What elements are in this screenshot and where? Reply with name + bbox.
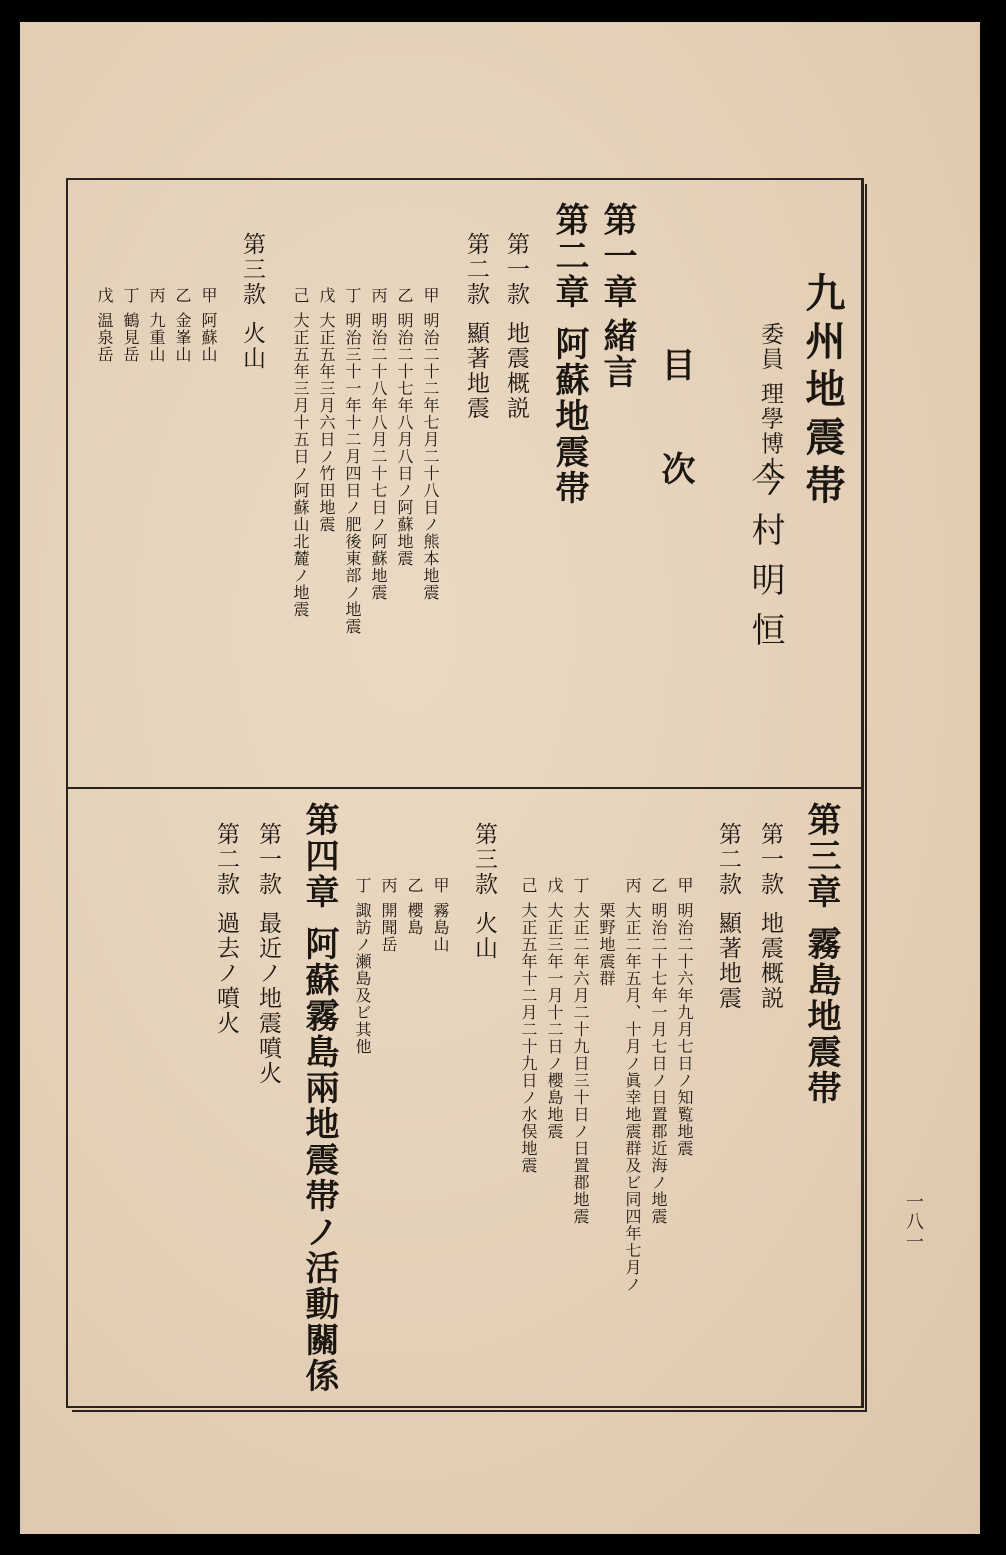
ch3-s2-label: 第二款 [715, 822, 741, 897]
item-mark: 丁 [343, 287, 362, 304]
item-text: 大正五年十二月二十九日ノ水俣地震 [519, 902, 538, 1174]
item-text: 大正二年六月二十九日三十日ノ日置郡地震 [571, 902, 590, 1225]
ch2-s3-label: 第三款 [239, 232, 265, 307]
item-text: 霧島山 [431, 902, 450, 953]
ch2-s2-label: 第二款 [463, 232, 489, 307]
item-text: 明治二十八年八月二十七日ノ阿蘇地震 [369, 312, 388, 601]
item-text: 明治二十七年一月七日ノ日置郡近海ノ地震 [649, 902, 668, 1225]
ch4-s1-title: 最近ノ地震噴火 [255, 911, 281, 1086]
ch2-s3-item-4 [122, 287, 138, 363]
ch3-s2-item-3 [624, 877, 640, 1293]
ch3-s2-item-1 [676, 877, 692, 1157]
ch3-s1-title: 地震概説 [757, 911, 783, 1011]
ch3-section-3 [472, 822, 495, 961]
item-text: 金峯山 [173, 312, 192, 363]
ch2-s2-item-4 [344, 287, 360, 635]
ch2-s2-item-2 [396, 287, 412, 567]
ch2-s1-title: 地震概説 [503, 321, 529, 421]
ch2-s2-item-6 [292, 287, 308, 618]
ch2-section-2 [464, 232, 487, 421]
item-text: 九重山 [147, 312, 166, 363]
item-text: 明治二十二年七月二十八日ノ熊本地震 [421, 312, 440, 601]
item-text: 阿蘇山 [199, 312, 218, 363]
item-text: 大正三年一月十二日ノ櫻島地震 [545, 902, 564, 1140]
author-name: 今村明恒 [745, 462, 785, 662]
chapter-3-title: 霧島地震帯 [801, 926, 841, 1106]
item-mark: 乙 [649, 877, 668, 894]
toc-heading: 目次 [655, 347, 695, 555]
ch4-section-1 [256, 822, 279, 1086]
chapter-1-title: 緒言 [597, 318, 637, 390]
ch3-s2-item-3-cont: 栗野地震群 [597, 902, 616, 987]
item-mark: 丁 [353, 877, 372, 894]
item-text: 明治三十一年十二月四日ノ肥後東部ノ地震 [343, 312, 362, 635]
item-text: 明治二十七年八月八日ノ阿蘇地震 [395, 312, 414, 567]
item-mark: 丁 [571, 877, 590, 894]
item-mark: 丙 [623, 877, 642, 894]
document-title: 九州地震帯 [799, 272, 846, 512]
item-text: 温泉岳 [95, 312, 114, 363]
item-mark: 丙 [147, 287, 166, 304]
ch2-s2-item-1 [422, 287, 438, 601]
ch3-s3-title: 火山 [471, 911, 497, 961]
item-mark: 甲 [431, 877, 450, 894]
chapter-1 [597, 202, 637, 390]
ch3-s1-label: 第一款 [757, 822, 783, 897]
item-text: 大正五年三月十五日ノ阿蘇山北麓ノ地震 [291, 312, 310, 618]
ch2-section-1 [504, 232, 527, 421]
item-mark: 丁 [121, 287, 140, 304]
item-mark: 乙 [395, 287, 414, 304]
ch3-section-1 [758, 822, 781, 1011]
chapter-2-label: 第二章 [549, 202, 589, 310]
item-mark: 戊 [545, 877, 564, 894]
ch3-s3-item-4 [354, 877, 370, 1055]
chapter-1-label: 第一章 [597, 202, 637, 310]
author-role: 委員 理學博士 [757, 322, 783, 482]
ch2-s3-item-3 [148, 287, 164, 363]
ch3-s2-item-4 [572, 877, 588, 1225]
page-number: 一八一 [903, 1192, 924, 1252]
ch2-s3-title: 火山 [239, 321, 265, 371]
item-mark: 丙 [369, 287, 388, 304]
ch3-s3-label: 第三款 [471, 822, 497, 897]
item-mark: 甲 [675, 877, 694, 894]
item-mark: 戊 [95, 287, 114, 304]
item-text: 大正五年三月六日ノ竹田地震 [317, 312, 336, 533]
ch4-s2-title: 過去ノ噴火 [213, 911, 239, 1036]
ch3-s2-item-2 [650, 877, 666, 1225]
ch3-s3-item-2 [406, 877, 422, 936]
ch2-s2-title: 顯著地震 [463, 321, 489, 421]
ch2-s3-item-1 [200, 287, 216, 363]
item-text: 開聞岳 [379, 902, 398, 953]
ch2-s3-item-5 [96, 287, 112, 363]
ch3-s2-title: 顯著地震 [715, 911, 741, 1011]
chapter-4-title: 阿蘇霧島兩地震帯ノ活動關係 [299, 926, 339, 1394]
item-text: 鶴見岳 [121, 312, 140, 363]
chapter-3-label: 第三章 [801, 802, 841, 910]
ch3-s3-item-1 [432, 877, 448, 953]
item-mark: 戊 [317, 287, 336, 304]
ch3-s2-item-5 [546, 877, 562, 1140]
item-mark: 乙 [405, 877, 424, 894]
chapter-3 [801, 802, 841, 1106]
item-mark: 甲 [421, 287, 440, 304]
item-mark: 甲 [199, 287, 218, 304]
chapter-2-title: 阿蘇地震帯 [549, 326, 589, 506]
item-mark: 丙 [379, 877, 398, 894]
item-text: 大正二年五月、十月ノ眞幸地震群及ビ同四年七月ノ [623, 902, 642, 1293]
ch2-s1-label: 第一款 [503, 232, 529, 307]
ch4-s2-label: 第二款 [213, 822, 239, 897]
chapter-4-label: 第四章 [299, 802, 339, 910]
item-text: 明治二十六年九月七日ノ知覧地震 [675, 902, 694, 1157]
frame-divider [66, 787, 861, 789]
ch4-section-2 [214, 822, 237, 1036]
ch2-s3-item-2 [174, 287, 190, 363]
item-text: 櫻島 [405, 902, 424, 936]
document-page [20, 22, 980, 1534]
item-mark: 乙 [173, 287, 192, 304]
item-mark: 己 [291, 287, 310, 304]
ch3-s2-item-6 [520, 877, 536, 1174]
ch3-section-2 [716, 822, 739, 1011]
chapter-4 [299, 802, 339, 1394]
ch4-s1-label: 第一款 [255, 822, 281, 897]
chapter-2 [549, 202, 589, 506]
ch2-section-3 [240, 232, 263, 371]
ch3-s3-item-3 [380, 877, 396, 953]
item-mark: 己 [519, 877, 538, 894]
ch2-s2-item-3 [370, 287, 386, 601]
ch2-s2-item-5 [318, 287, 334, 533]
item-text: 諏訪ノ瀬島及ビ其他 [353, 902, 372, 1055]
